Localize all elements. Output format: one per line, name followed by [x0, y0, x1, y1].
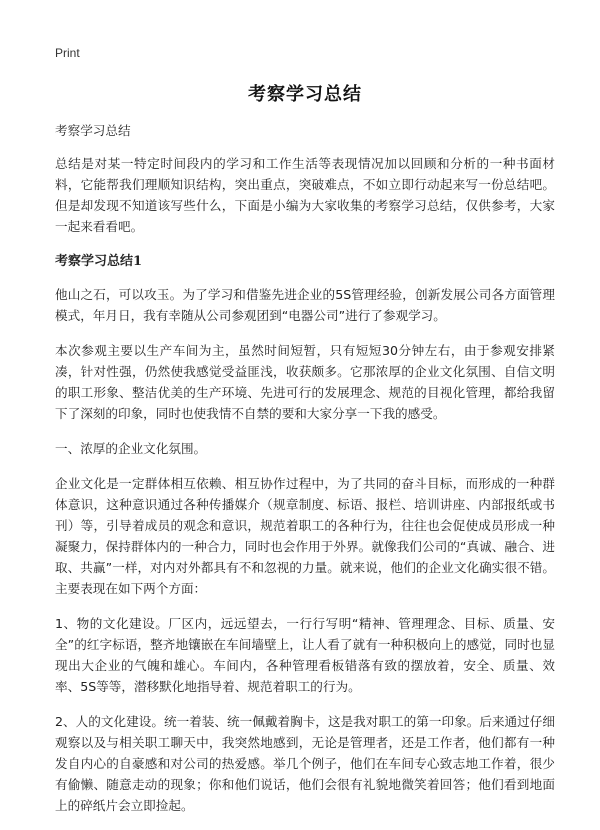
intro-paragraph: 总结是对某一特定时间段内的学习和工作生活等表现情况加以回顾和分析的一种书面材料，它能帮我们理顺知识结构，突出重点，突破难点，不如立即行动起来写一份总结吧。但是却发现不知道该写些什么，下面是小编为大家收集的考察学习总结，仅供参考，大家一起来看看吧。 [55, 156, 555, 234]
paragraph-2: 本次参观主要以生产车间为主，虽然时间短暂，只有短短30分钟左右，由于参观安排紧凑，针对性强，仍然使我感觉受益匪浅，收获颇多。它那浓厚的企业文化氛围、自信文明的职工形象、整洁优美的生产环境、先进可行的发展理念、规范的目视化管理，都给我留下了深刻的印象，同时也使我情不自禁的要和大家分享一下我的感受。 [55, 343, 555, 421]
paragraph-3: 一、浓厚的企业文化氛围。 [55, 441, 207, 456]
paragraph-1: 他山之石，可以攻玉。为了学习和借鉴先进企业的5S管理经验，创新发展公司各方面管理模式，年月日，我有幸随从公司参观团到“电器公司”进行了参观学习。 [55, 287, 555, 323]
paragraph-6: 2、人的文化建设。统一着装、统一佩戴着胸卡，这是我对职工的第一印象。后来通过仔细观察以及与相关职工聊天中，我突然地感到，无论是管理者，还是工作者，他们都有一种发自内心的自豪感和对公司的热爱感。举几个例子，他们在车间专心致志地工作着，很少有偷懒、随意走动的现象；你和他们说话，他们会很有礼貌地微笑着回答；他们看到地面上的碎纸片会立即捡起。 [55, 714, 555, 813]
paragraph-5: 1、物的文化建设。厂区内，远远望去，一行行写明“精神、管理理念、目标、质量、安全”的红字标语，整齐地镶嵌在车间墙壁上，让人看了就有一种积极向上的感觉，同时也显现出大企业的气魄和雄心。车间内，各种管理看板错落有致的摆放着，安全、质量、效率、5S等等，潜移默化地指导着、规范着职工的行为。 [55, 616, 555, 694]
article-body [55, 120, 555, 830]
paragraph-4: 企业文化是一定群体相互依赖、相互协作过程中，为了共同的奋斗目标，而形成的一种群体意识，这种意识通过各种传播媒介（规章制度、标语、报栏、培训讲座、内部报纸或书刊）等，引导着成员的观念和意识，规范着职工的各种行为，往往也会促使成员形成一种凝聚力，保持群体内的一种合力，同时也会作用于外界。就像我们公司的“真诚、融合、进取、共赢”一样，对内对外都具有不和忽视的力量。就来说，他们的企业文化确实很不错。主要表现在如下两个方面： [55, 476, 555, 596]
section-heading: 考察学习总结1 [55, 254, 143, 269]
article-subtitle: 考察学习总结 [55, 123, 131, 138]
print-link[interactable]: Print [55, 46, 80, 60]
page-title: 考察学习总结 [248, 84, 362, 105]
